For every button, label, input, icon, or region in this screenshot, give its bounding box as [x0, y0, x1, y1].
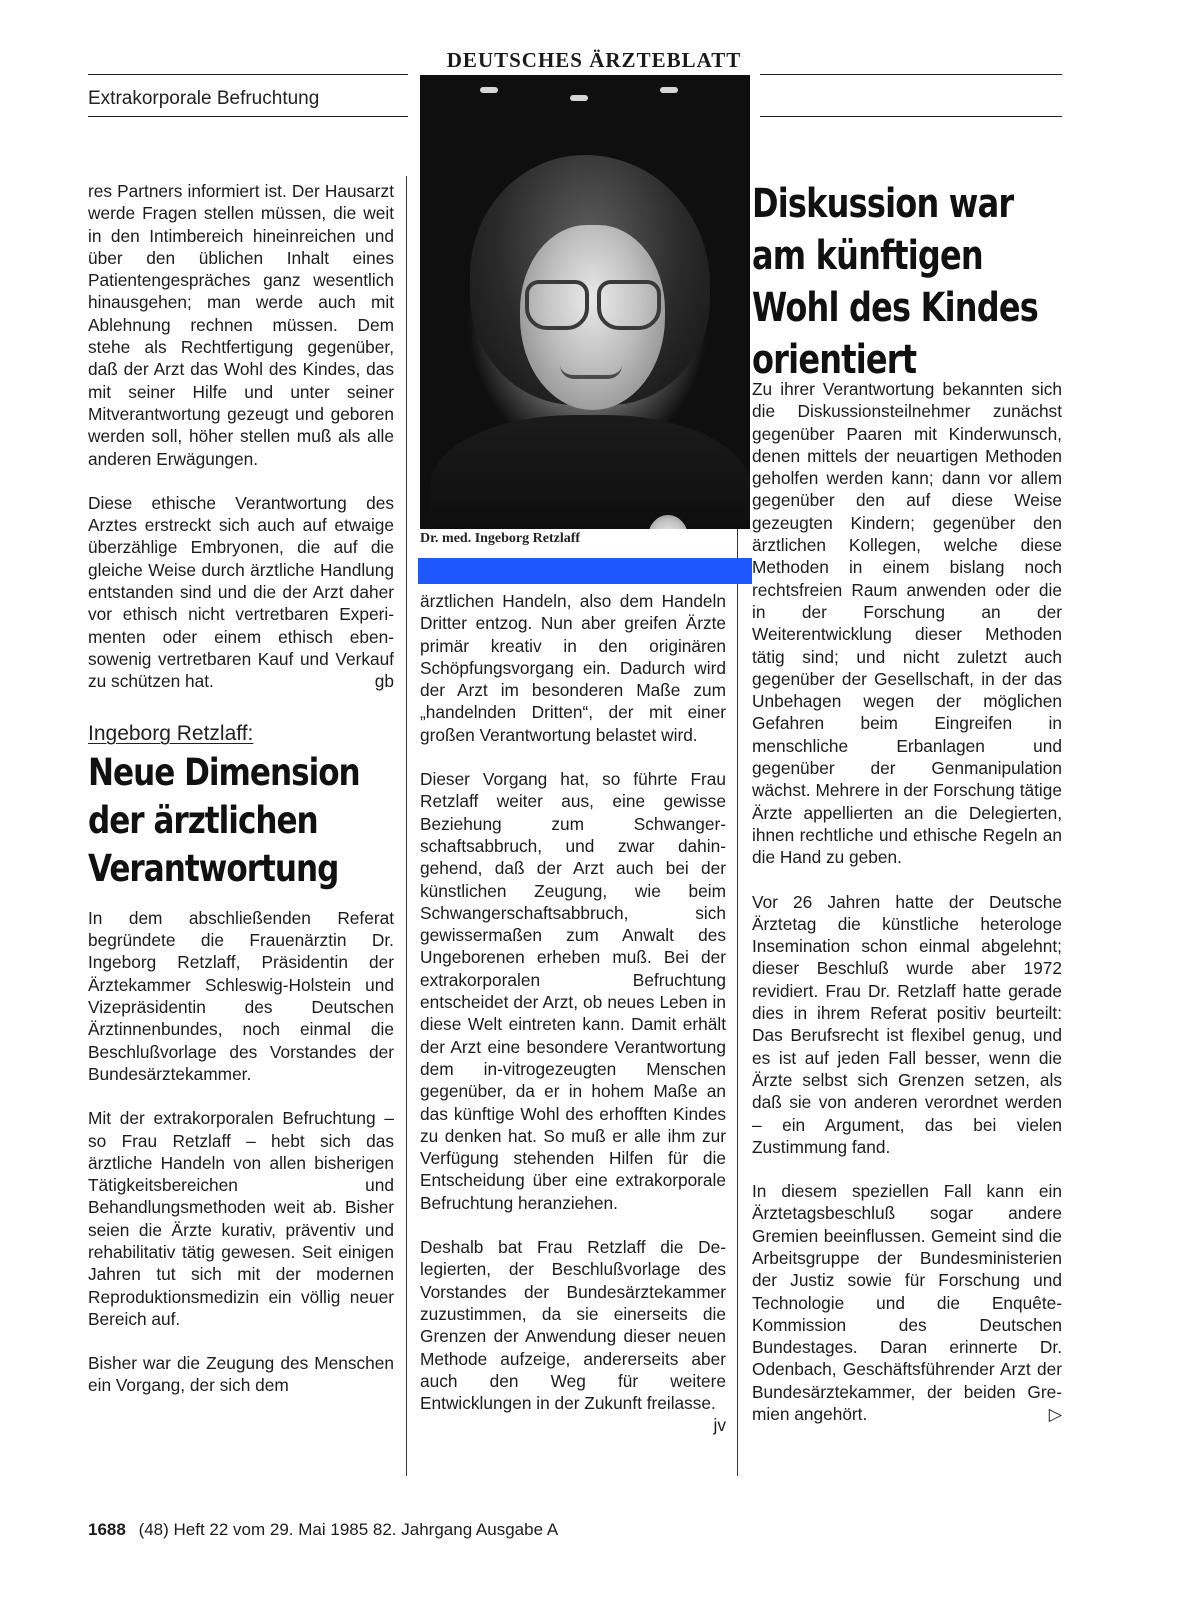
col1-paragraph-2-text: Diese ethische Verantwortung des Arztes erstreckt sich auch auf etwaige überzählige Embryonen, die auf die gleiche Weise durch ärztliche Handlung entstanden sind und die der Arzt daher vor ethisch nicht vertretbaren Experimenten oder einem ethisch ebensowenig vertretbaren Kauf und Verkauf zu schützen hat. [88, 492, 394, 692]
masthead: DEUTSCHES ÄRZTEBLATT [446, 48, 742, 72]
issue-info: (48) Heft 22 vom 29. Mai 1985 82. Jahrgang Ausgabe A [138, 1520, 559, 1539]
column-2 [420, 590, 726, 1437]
col1-paragraph-2 [88, 492, 394, 693]
photo-caption: Dr. med. Ingeborg Retzlaff [420, 531, 581, 546]
col2-paragraph-3 [420, 1236, 726, 1436]
col3-paragraph-3-text: In diesem speziellen Fall kann ein Ärztetagsbeschluß sogar andere Gremien beeinflussen. Gemeint sind die Arbeitsgruppe der Bundesministerien der Justiz sowie für Forschung und Technologie und die Enquête-Kommission des Deutschen Bundestages. Daran erinnerte Dr. Odenbach, Geschäftsführender Arzt der Bundesärztekammer, der beiden Gremien angehört. [752, 1181, 1062, 1425]
headline-line-3: Verantwortung [88, 846, 339, 890]
discussion-headline-line-2: am künftigen [752, 233, 983, 279]
blue-accent-bar [418, 558, 752, 584]
col2-paragraph-1: ärztlichen Handeln, also dem Handeln Dritter entzog. Nun aber greifen Ärzte primär kreativ in den originären Schöpfungsvorgang ein. Dadurch wird der Arzt im besonderen Maße zum „handelnden Dritten“, der mit einer großen Verantwortung belastet wird. [420, 591, 726, 745]
headline-line-2: der ärztlichen [88, 798, 318, 842]
page-number: 1688 [88, 1520, 126, 1539]
discussion-headline [752, 178, 1038, 386]
col1-paragraph-3: In dem abschließenden Referat begründete die Frauenärztin Dr. Ingeborg Retzlaff, Präsidentin der Ärztekammer Schleswig-Holstein und Vizepräsidentin des Deutschen Ärztinnenbundes, noch einmal die Beschlußvorlage des Vorstandes der Bundesärztekammer. [88, 907, 394, 1084]
discussion-headline-line-1: Diskussion war [752, 181, 1014, 227]
article-headline [88, 749, 394, 897]
author-initials-jv: jv [713, 1415, 726, 1436]
col2-paragraph-3-text: Deshalb bat Frau Retzlaff die Delegierten, der Beschlußvorlage des Vorstandes der Bundesärztekammer zuzustimmen, da sie einerseits die Grenzen der Anwendung dieser neuen Methode aufzeige, andererseits aber auch den Weg für weitere Entwicklungen in der Zukunft freilasse. [420, 1237, 726, 1414]
author-initials-gb: gb [374, 671, 394, 692]
article-kicker: Ingeborg Retzlaff: [88, 721, 254, 745]
col1-paragraph-5: Bisher war die Zeugung des Menschen ein Vorgang, der sich dem [88, 1353, 394, 1396]
column-1 [88, 180, 394, 1397]
header-rule-right [760, 74, 1062, 75]
col3-paragraph-1: Zu ihrer Verantwortung bekannten sich die Diskussionsteilnehmer zunächst gegenüber Paaren mit Kinderwunsch, denen mittels der neuartigen Methoden geholfen werden kann; dann vor allem gegenüber den auf diese Weise gezeugten Kindern; gegenüber den ärztlichen Kollegen, welche diese Methoden in einem bislang noch rechtsfreien Raum anwenden oder die in der Forschung an der Weiterentwicklung dieser Methoden tätig sind; und nicht zuletzt auch gegenüber der Gesellschaft, in der das Unbehagen wegen der möglichen Gefahren beim Eingreifen in menschliche Erbanlagen und gegenüber der Genmanipulation wächst. Mehrere in der Forschung tätige Ärzte appellierten an die Delegierten, ihnen rechtliche und ethische Regeln an die Hand zu geben. [752, 379, 1062, 868]
header-rule-left [88, 74, 408, 75]
section-rule-right [760, 116, 1062, 117]
portrait-photo [420, 75, 750, 529]
column-3 [752, 378, 1062, 1425]
column-rule-1 [406, 176, 407, 1476]
col1-paragraph-1: res Partners informiert ist. Der Hausarzt werde Fragen stellen müssen, die weit in den Intimbereich hineinreichen und über den üblichen Inhalt eines Patientengespräches ganz wesentlich hinausgehen; man werde auch mit Ablehnung rechnen müssen. Dem stehe als Rechtfertigung gegenüber, daß der Arzt das Wohl des Kindes, das mit seiner Hilfe und unter seiner Mitverantwortung gezeugt und geboren werden soll, höher stellen muß als alle anderen Erwägungen. [88, 181, 394, 469]
discussion-headline-line-3: Wohl des Kindes [752, 285, 1039, 331]
discussion-headline-line-4: orientiert [752, 337, 917, 383]
section-label: Extrakorporale Befruchtung [88, 88, 320, 109]
page-footer [88, 1520, 558, 1540]
col3-paragraph-2: Vor 26 Jahren hatte der Deutsche Ärztetag die künstliche heterologe Insemination schon einmal abgelehnt; dieser Beschluß wurde aber 1972 revidiert. Frau Dr. Retzlaff hatte gerade dies in ihrem Referat positiv beurteilt: Das Berufsrecht ist flexibel genug, und es ist auf jeden Fall besser, wenn die Ärzte selbst sich Grenzen setzen, als daß sie von anderen verordnet werden – ein Argument, das bei vielen Zustimmung fand. [752, 891, 1062, 1157]
col1-paragraph-4: Mit der extrakorporalen Befruchtung – so Frau Retzlaff – hebt sich das ärztliche Handeln von allen bisherigen Tätigkeitsbereichen und Behandlungsmethoden weit ab. Bisher seien die Ärzte kurativ, präventiv und rehabilitativ tätig gewesen. Seit einigen Jahren tut sich mit der modernen Reproduktionsmedizin ein völlig neuer Bereich auf. [88, 1108, 394, 1329]
col2-paragraph-2: Dieser Vorgang hat, so führte Frau Retzlaff weiter aus, eine gewisse Beziehung zum Schwangerschaftsabbruch, und zwar dahingehend, daß der Arzt auch bei der künstlichen Zeugung, wie beim Schwangerschaftsabbruch, sich gewissermaßen zum Anwalt des Ungeborenen erheben muß. Bei der extrakorporalen Befruchtung entscheidet der Arzt, ob neues Leben in diese Welt eintreten kann. Damit erhält der Arzt eine besondere Verantwortung dem in-vitrogezeugten Menschen gegenüber, da er in hohem Maße an das künftige Wohl des erhofften Kindes zu denken hat. So muß er alle ihm zur Verfügung stehenden Hilfen für die Entscheidung über eine extrakorporale Befruchtung heranziehen. [420, 769, 726, 1213]
col3-paragraph-3 [752, 1180, 1062, 1425]
section-rule-left [88, 116, 408, 117]
continue-arrow-icon: ▷ [1048, 1404, 1062, 1425]
headline-line-1: Neue Dimension [88, 750, 360, 794]
